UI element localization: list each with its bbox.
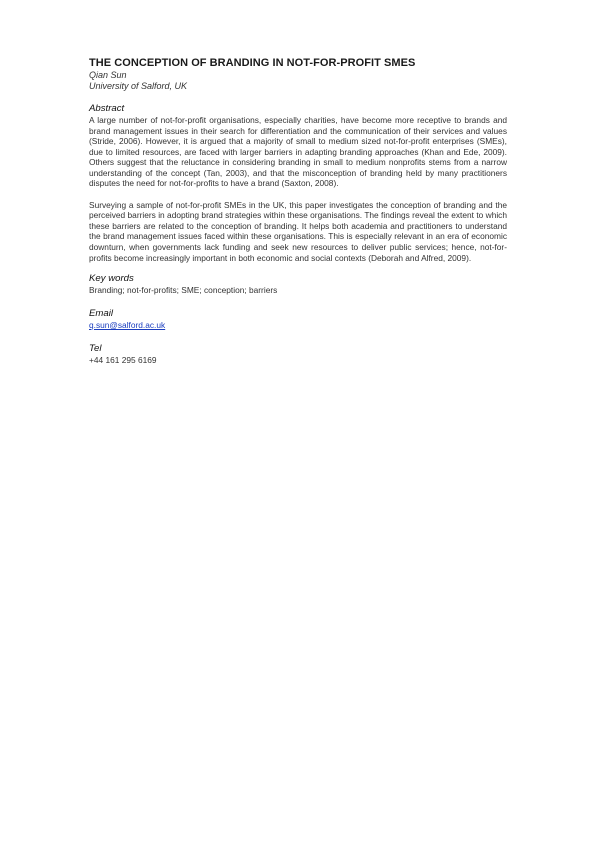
abstract-paragraph-1: A large number of not-for-profit organisations, especially charities, have become more receptive to brands and brand management issues in their search for differentiation and the communication of their services and values (Stride, 2006). However, it is argued that a majority of small to medium sized not-for-profit enterprises (SMEs), due to limited resources, are faced with larger barriers in adapting branding approaches (Khan and Ede, 2009). Others suggest that the reluctance in considering branding in small to medium nonprofits stems from a narrow understanding of the concept (Tan, 2003), and that the misconception of branding held by many practitioners disputes the need for not-for-profits to have a brand (Saxton, 2008).: [89, 115, 507, 189]
tel-heading: Tel: [89, 343, 102, 355]
email-line: [89, 320, 507, 331]
author-name: Qian Sun: [89, 70, 127, 80]
abstract-paragraph-2: Surveying a sample of not-for-profit SMEs in the UK, this paper investigates the conception of branding and the perceived barriers in adopting brand strategies within these organisations. The findings reveal the extent to which these barriers are related to the conception of branding. It helps both academia and practitioners to understand the brand management issues faced within these organisations. This is especially relevant in an era of economic downturn, when governments lack funding and seek new resources to deliver public services; hence, not-for-profits become increasingly important in both economic and social contexts (Deborah and Alfred, 2009).: [89, 199, 507, 263]
author-affiliation: University of Salford, UK: [89, 81, 188, 91]
email-heading: Email: [89, 308, 113, 320]
email-link[interactable]: q.sun@salford.ac.uk: [89, 320, 166, 331]
keywords-text: Branding; not-for-profits; SME; conception; barriers: [89, 285, 278, 296]
abstract-heading: Abstract: [89, 103, 125, 114]
keywords-heading: Key words: [89, 273, 134, 285]
paper-title: THE CONCEPTION OF BRANDING IN NOT-FOR-PROFIT SMES: [89, 57, 416, 69]
tel-number: +44 161 295 6169: [89, 355, 157, 366]
paper-page: [89, 57, 507, 366]
